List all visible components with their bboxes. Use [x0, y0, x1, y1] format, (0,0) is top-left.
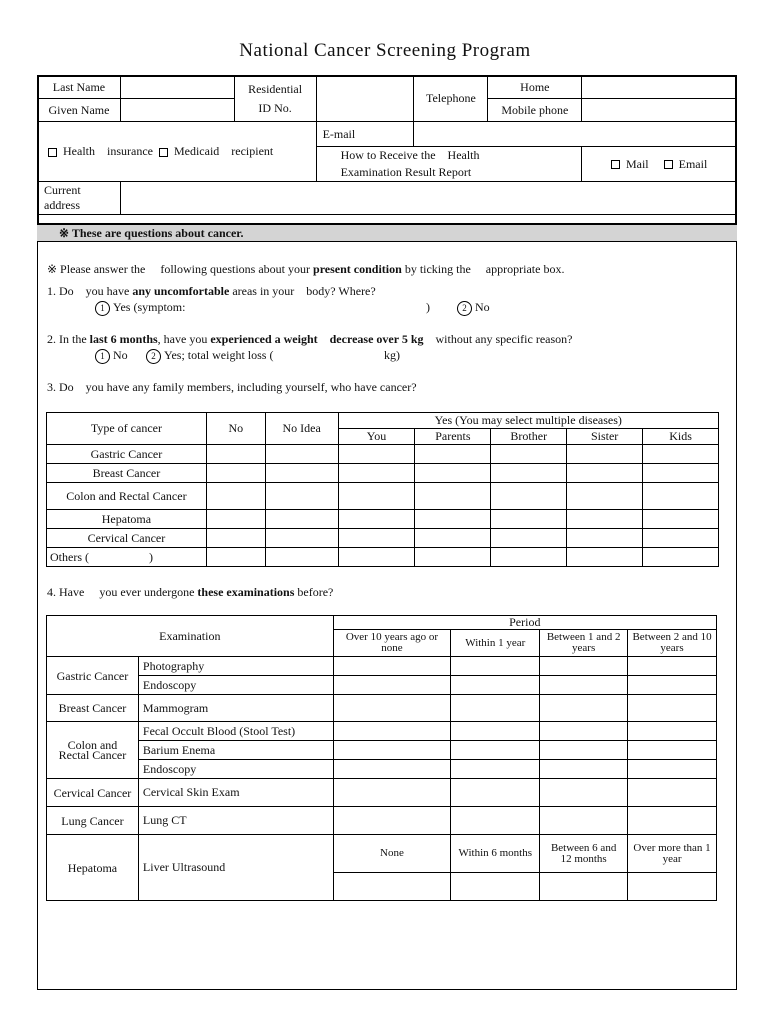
address-label: Current address — [38, 182, 121, 215]
email-checkbox[interactable] — [664, 160, 673, 169]
group-cervical: Cervical Cancer — [47, 779, 139, 807]
intro-text: ※ Please answer the following questions about your present condition by ticking the appropriate box. — [47, 262, 565, 276]
q1-option-no[interactable]: 2 No — [457, 299, 490, 316]
table-row: Hepatoma — [47, 510, 719, 529]
group-breast: Breast Cancer — [47, 695, 139, 722]
examination-history-table — [46, 615, 717, 901]
col-no-idea: No Idea — [265, 413, 338, 445]
health-insurance-checkbox[interactable] — [48, 148, 57, 157]
email-field[interactable] — [414, 122, 737, 147]
table-row: Cervical Cancer — [47, 529, 719, 548]
residential-id-label: Residential ID No. — [234, 76, 316, 122]
insurance-type: Health insurance Medicaid recipient — [38, 122, 317, 182]
hep-period-within-6: Within 6 months — [451, 835, 540, 873]
result-delivery-options: Mail Email — [582, 147, 737, 182]
col-no: No — [206, 413, 265, 445]
question-3: 3. Do you have any family members, including yourself, who have cancer? — [47, 380, 417, 394]
residential-id-field[interactable] — [316, 76, 414, 122]
table-row: Endoscopy — [47, 676, 717, 695]
mail-checkbox[interactable] — [611, 160, 620, 169]
period-over-10: Over 10 years ago or none — [333, 630, 451, 657]
personal-info-section — [37, 75, 737, 225]
col-you: You — [338, 429, 415, 445]
col-parents: Parents — [415, 429, 491, 445]
page-title: National Cancer Screening Program — [239, 40, 531, 61]
table-row: Gastric Cancer Photography — [47, 657, 717, 676]
section-notice: ※ These are questions about cancer. — [37, 224, 737, 242]
col-kids: Kids — [643, 429, 719, 445]
table-row: Hepatoma Liver Ultrasound None Within 6 months Between 6 and 12 months Over more than 1 year — [47, 835, 717, 873]
table-row: Breast Cancer Mammogram — [47, 695, 717, 722]
col-brother: Brother — [491, 429, 567, 445]
question-4: 4. Have you ever undergone these examinations before? — [47, 585, 334, 599]
address-field[interactable] — [120, 182, 736, 215]
table-row: Barium Enema — [47, 741, 717, 760]
result-delivery-label: How to Receive the Health Examination Result Report — [316, 147, 582, 182]
email-label: E-mail — [316, 122, 414, 147]
col-yes: Yes (You may select multiple diseases) — [338, 413, 718, 429]
table-row: Colon and Rectal Cancer — [47, 483, 719, 510]
col-cancer-type: Type of cancer — [47, 413, 207, 445]
given-name-field[interactable] — [120, 99, 234, 122]
hep-period-none: None — [333, 835, 451, 873]
table-row: Cervical Cancer Cervical Skin Exam — [47, 779, 717, 807]
given-name-label: Given Name — [38, 99, 121, 122]
q2-weight-unit: kg) — [384, 348, 400, 362]
q2-option-no[interactable]: 1 No — [95, 347, 128, 364]
period-within-1: Within 1 year — [451, 630, 540, 657]
q1-option-yes[interactable]: 1 Yes (symptom: — [95, 299, 185, 316]
mobile-phone-label: Mobile phone — [488, 99, 582, 122]
col-sister: Sister — [567, 429, 643, 445]
col-period: Period — [333, 616, 716, 630]
table-row: Endoscopy — [47, 760, 717, 779]
group-lung: Lung Cancer — [47, 807, 139, 835]
last-name-label: Last Name — [38, 76, 121, 99]
medicaid-checkbox[interactable] — [159, 148, 168, 157]
table-row: Breast Cancer — [47, 464, 719, 483]
question-2: 2. In the last 6 months, have you experienced a weight decrease over 5 kg without any specific reason? — [47, 332, 573, 346]
period-2-to-10: Between 2 and 10 years — [628, 630, 717, 657]
group-colon: Colon and Rectal Cancer — [47, 722, 139, 779]
family-history-table — [46, 412, 719, 567]
mobile-phone-field[interactable] — [582, 99, 737, 122]
last-name-field[interactable] — [120, 76, 234, 99]
table-row: Colon and Rectal Cancer Fecal Occult Blood (Stool Test) — [47, 722, 717, 741]
period-1-to-2: Between 1 and 2 years — [540, 630, 628, 657]
telephone-label: Telephone — [414, 76, 488, 122]
question-1: 1. Do you have any uncomfortable areas in your body? Where? — [47, 284, 376, 298]
group-gastric: Gastric Cancer — [47, 657, 139, 695]
table-row: Lung Cancer Lung CT — [47, 807, 717, 835]
q2-option-yes[interactable]: 2 Yes; total weight loss ( — [146, 347, 273, 364]
home-phone-field[interactable] — [582, 76, 737, 99]
col-examination: Examination — [47, 616, 334, 657]
group-hepatoma: Hepatoma — [47, 835, 139, 901]
table-row: Gastric Cancer — [47, 445, 719, 464]
hep-period-6-to-12: Between 6 and 12 months — [540, 835, 628, 873]
table-row: Others ( ) — [47, 548, 719, 567]
q1-option-yes-close: ) — [426, 300, 430, 314]
home-phone-label: Home — [488, 76, 582, 99]
hep-period-over-1: Over more than 1 year — [628, 835, 717, 873]
